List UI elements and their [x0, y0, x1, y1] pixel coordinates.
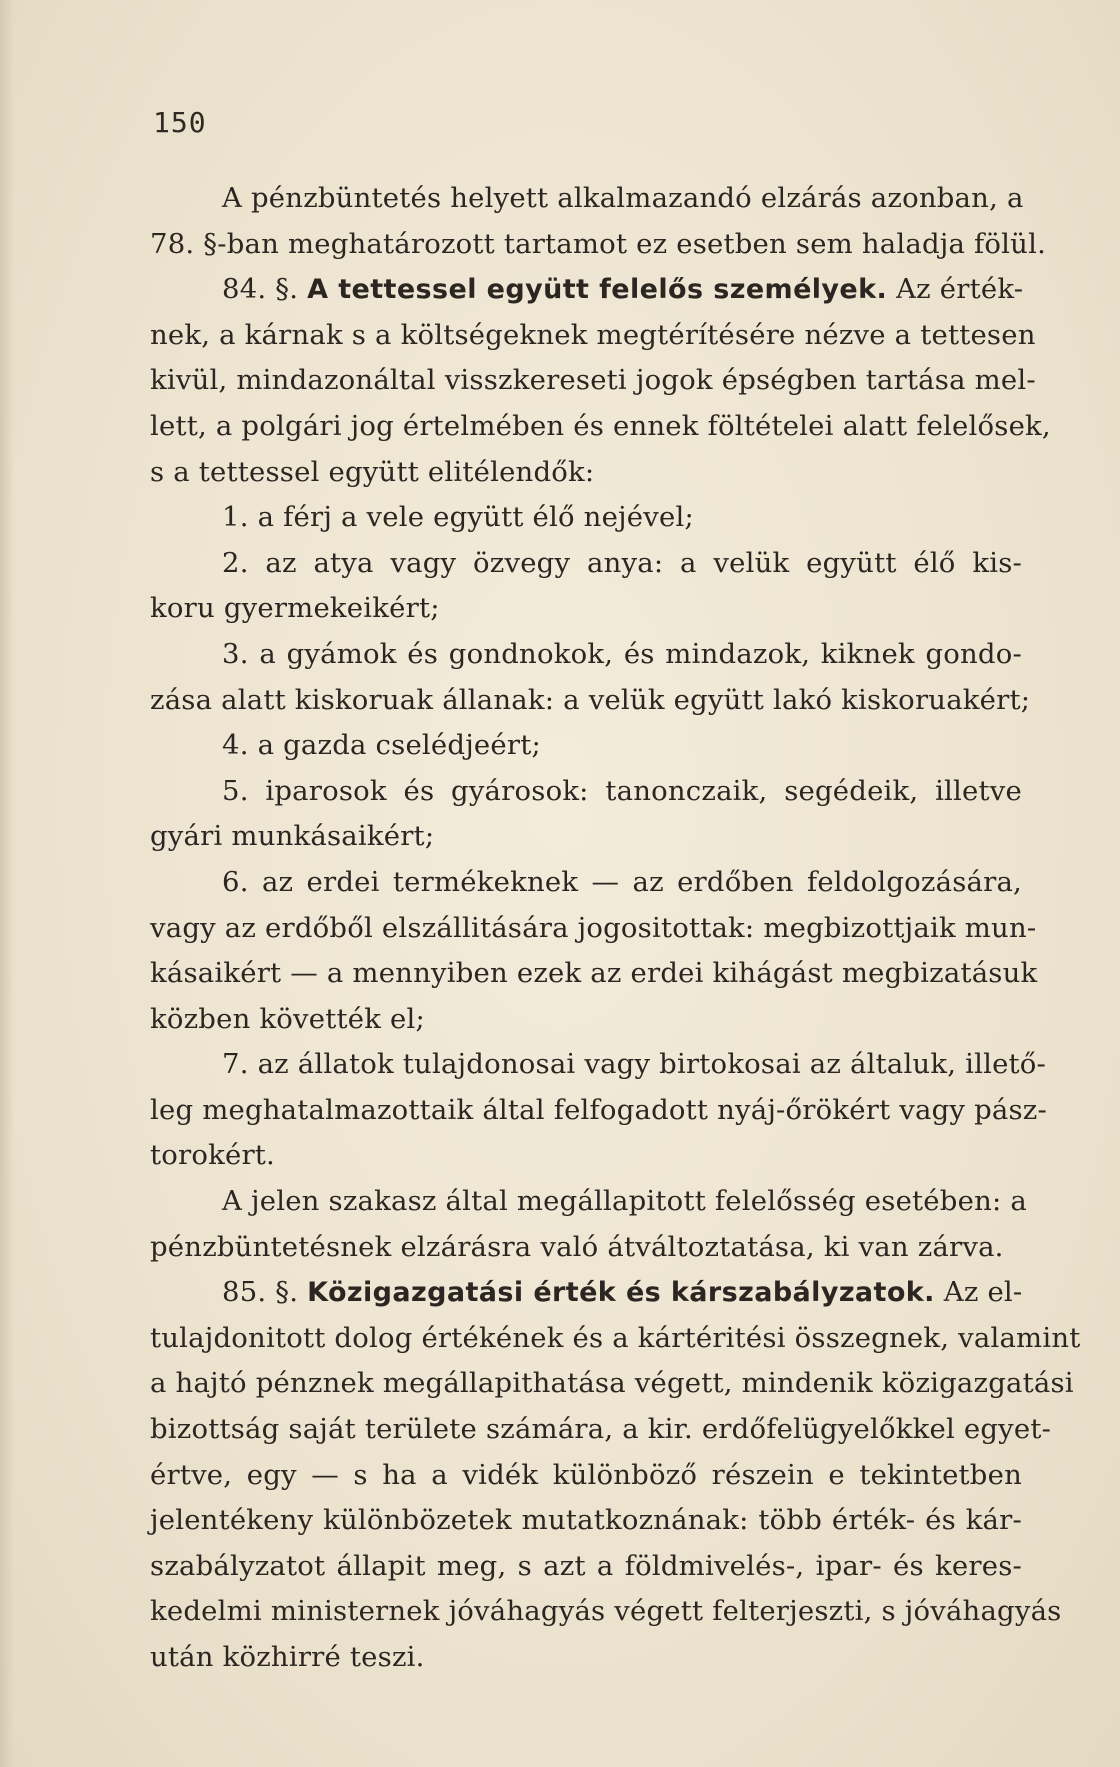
section-heading-line — [150, 1270, 1022, 1316]
text-line: 1. a férj a vele együtt élő nejével; — [222, 501, 694, 534]
text-line: kivül, mindazonáltal visszkereseti jogok épségben tartása mel- — [150, 364, 1036, 397]
body-text — [150, 176, 1081, 1681]
section-title: A tettessel együtt felelős személyek. — [307, 274, 888, 306]
text-line: leg meghatalmazottaik által felfogadott nyáj-őrökért vagy pász- — [150, 1093, 1047, 1126]
section-text-start: Az el- — [934, 1276, 1023, 1309]
page-binding-shadow — [0, 0, 14, 1767]
text-line: szabályzatot állapit meg, s azt a földmivelés-, ipar- és keres- — [150, 1549, 1022, 1582]
section-number: 84. §. — [222, 273, 308, 306]
section-number: 85. §. — [222, 1276, 308, 1309]
text-line: A jelen szakasz által megállapitott felelősség esetében: a — [222, 1185, 1027, 1218]
text-line: lett, a polgári jog értelmében és ennek föltételei alatt felelősek, — [150, 409, 1051, 442]
text-line: után közhirré teszi. — [150, 1641, 425, 1673]
text-line: 4. a gazda cselédjeért; — [222, 729, 541, 762]
text-line: 3. a gyámok és gondnokok, és mindazok, kiknek gondo- — [222, 637, 1022, 670]
section-title: Közigazgatási érték és kárszabályzatok. — [307, 1277, 935, 1309]
text-line: közben követték el; — [150, 1002, 425, 1035]
text-line: pénzbüntetésnek elzárásra való átváltoztatása, ki van zárva. — [150, 1230, 1004, 1263]
text-line: vagy az erdőből elszállitására jogositottak: megbizottjaik mun- — [150, 911, 1037, 944]
text-line: koru gyermekeikért; — [150, 592, 440, 625]
text-line: 7. az állatok tulajdonosai vagy birtokosai az általuk, illető- — [222, 1048, 1047, 1081]
text-line: kásaikért — a mennyiben ezek az erdei kihágást megbizatásuk — [150, 957, 1038, 990]
text-line: tulajdonitott dolog értékének és a kártéritési összegnek, valamint — [150, 1321, 1081, 1354]
text-line: gyári munkásaikért; — [150, 820, 435, 853]
text-line: értve, egy — s ha a vidék különböző részein e tekintetben — [150, 1458, 1022, 1491]
text-line: jelentékeny különbözetek mutatkoznának: több érték- és kár- — [150, 1504, 1022, 1537]
text-line: A pénzbüntetés helyett alkalmazandó elzárás azonban, a — [222, 182, 1024, 214]
text-line: bizottság saját területe számára, a kir. erdőfelügyelőkkel egyet- — [150, 1413, 1052, 1446]
text-line: s a tettessel együtt elitélendők: — [150, 455, 595, 488]
text-line: a hajtó pénznek megállapithatása végett, mindenik közigazgatási — [150, 1367, 1074, 1400]
section-heading-line — [150, 267, 1022, 313]
text-line: 5. iparosok és gyárosok: tanonczaik, segédeik, illetve — [222, 774, 1022, 807]
text-line: 6. az erdei termékeknek — az erdőben feldolgozására, — [222, 865, 1022, 898]
text-line: nek, a kárnak s a költségeknek megtérítésére nézve a tettesen — [150, 318, 1036, 351]
text-line: zása alatt kiskoruak állanak: a velük együtt lakó kiskoruakért; — [150, 683, 1031, 716]
text-line: torokért. — [150, 1139, 275, 1172]
section-text-start: Az érték- — [887, 273, 1024, 306]
page-number: 150 — [153, 106, 207, 139]
text-line: kedelmi ministernek jóváhagyás végett felterjeszti, s jóváhagyás — [150, 1595, 1062, 1628]
text-line: 2. az atya vagy özvegy anya: a velük együtt élő kis- — [222, 546, 1022, 579]
text-line: 78. §-ban meghatározott tartamot ez esetben sem haladja fölül. — [150, 227, 1047, 260]
